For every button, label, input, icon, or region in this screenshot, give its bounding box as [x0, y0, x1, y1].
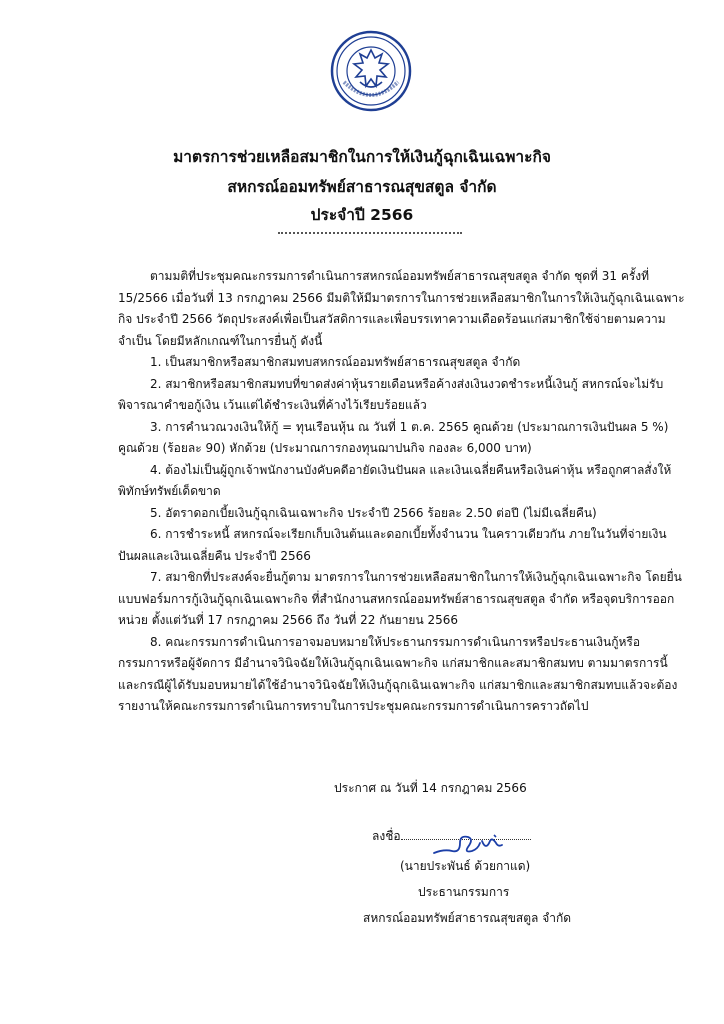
criteria-item-8-cont: รายงานให้คณะกรรมการดำเนินการทราบในการประชุมคณะกรรมการดำเนินการคราวถัดไป: [118, 699, 589, 713]
criteria-item-6: 6. การชำระหนี้ สหกรณ์จะเรียกเก็บเงินต้นและดอกเบี้ยทั้งจำนวน ในคราวเดียวกัน ภายในวันที่จ่ายเงิน: [150, 527, 667, 541]
criteria-item-7: 7. สมาชิกที่ประสงค์จะยื่นกู้ตาม มาตรการในการช่วยเหลือสมาชิกในการให้เงินกู้ฉุกเฉินเฉพาะกิจ โดยยื่น: [150, 570, 682, 584]
criteria-item-6-cont: ปันผลและเงินเฉลี่ยคืน ประจำปี 2566: [118, 548, 311, 563]
criteria-item-8: 8. คณะกรรมการดำเนินการอาจมอบหมายให้ประธานกรรมการดำเนินการหรือประธานเงินกู้หรือ: [150, 634, 641, 649]
intro-line: จำเป็น โดยมีหลักเกณฑ์ในการยื่นกู้ ดังนี้: [118, 333, 323, 348]
criteria-item-2: 2. สมาชิกหรือสมาชิกสมทบที่ขาดส่งค่าหุ้นรายเดือนหรือค้างส่งเงินงวดชำระหนี้เงินกู้ สหกรณ์จะไม่รับ: [150, 376, 664, 391]
announcement-date: ประกาศ ณ วันที่ 14 กรกฎาคม 2566: [334, 781, 527, 795]
criteria-item-1: 1. เป็นสมาชิกหรือสมาชิกสมทบสหกรณ์ออมทรัพย์สาธารณสุขสตูล จำกัด: [150, 355, 521, 369]
intro-line: 15/2566 เมื่อวันที่ 13 กรกฎาคม 2566 มีมติให้มีมาตรการในการช่วยเหลือสมาชิกในการให้เงินกู้ฉุกเฉินเฉพาะ: [118, 290, 685, 305]
document-body: [118, 266, 685, 718]
title-divider: [278, 232, 462, 234]
cooperative-seal-icon: [330, 30, 412, 112]
signer-name: (นายประพันธ์ ด้วยกาแด): [400, 859, 531, 873]
signer-organization: สหกรณ์ออมทรัพย์สาธารณสุขสตูล จำกัด: [363, 911, 572, 925]
intro-paragraph: [118, 266, 685, 352]
criteria-item-8-cont: และกรณีผู้ได้รับมอบหมายได้ใช้อำนาจวินิจฉัยให้เงินกู้ฉุกเฉินเฉพาะกิจ แก่สมาชิกและสมาชิกสมทบแล้วจะต้อง: [118, 677, 678, 692]
criteria-item-7-cont: หน่วย ตั้งแต่วันที่ 17 กรกฎาคม 2566 ถึง วันที่ 22 กันยายน 2566: [118, 613, 459, 627]
sign-label: ลงชื่อ: [372, 829, 401, 843]
criteria-item-4-cont: พิทักษ์ทรัพย์เด็ดขาด: [118, 484, 221, 498]
criteria-item-4: 4. ต้องไม่เป็นผู้ถูกเจ้าพนักงานบังคับคดีอายัดเงินปันผล และเงินเฉลี่ยคืนหรือเงินค่าหุ้น หรือถูกศาลสั่งให้: [150, 462, 672, 477]
criteria-item-5: 5. อัตราดอกเบี้ยเงินกู้ฉุกเฉินเฉพาะกิจ ประจำปี 2566 ร้อยละ 2.50 ต่อปี (ไม่มีเฉลี่ยคืน): [150, 505, 597, 520]
document-title-line2: สหกรณ์ออมทรัพย์สาธารณสุขสตูล จำกัด: [227, 178, 497, 196]
document-title-line3: ประจำปี 2566: [310, 206, 414, 224]
handwritten-signature-icon: [430, 829, 514, 859]
criteria-item-8-cont: กรรมการหรือผู้จัดการ มีอำนาจวินิจฉัยให้เงินกู้ฉุกเฉินเฉพาะกิจ แก่สมาชิกและสมาชิกสมทบ ตามมาตรการนี้: [118, 656, 668, 670]
signer-position: ประธานกรรมการ: [418, 885, 510, 899]
criteria-item-3-cont: คูณด้วย (ร้อยละ 90) หักด้วย (ประมาณการกองทุนฌาปนกิจ กองละ 6,000 บาท): [118, 441, 532, 455]
criteria-item-2-cont: พิจารณาคำขอกู้เงิน เว้นแต่ได้ชำระเงินที่ค้างไว้เรียบร้อยแล้ว: [118, 398, 427, 412]
criteria-item-3: 3. การคำนวณวงเงินให้กู้ = ทุนเรือนหุ้น ณ วันที่ 1 ต.ค. 2565 คูณด้วย (ประมาณการเงินปันผล 5 %): [150, 419, 669, 434]
intro-line: ตามมติที่ประชุมคณะกรรมการดำเนินการสหกรณ์ออมทรัพย์สาธารณสุขสตูล จำกัด ชุดที่ 31 ครั้งที่: [150, 269, 650, 283]
document-title-line1: มาตรการช่วยเหลือสมาชิกในการให้เงินกู้ฉุกเฉินเฉพาะกิจ: [173, 148, 551, 166]
criteria-item-7-cont: แบบฟอร์มการกู้เงินกู้ฉุกเฉินเฉพาะกิจ ที่สำนักงานสหกรณ์ออมทรัพย์สาธารณสุขสตูล จำกัด หรือจุดบริการออก: [118, 591, 675, 606]
criteria-list: [118, 352, 682, 718]
intro-line: กิจ ประจำปี 2566 วัตถุประสงค์เพื่อเป็นสวัสดิการและเพื่อบรรเทาความเดือดร้อนแก่สมาชิกใช้จ่ายตามความ: [118, 312, 666, 326]
